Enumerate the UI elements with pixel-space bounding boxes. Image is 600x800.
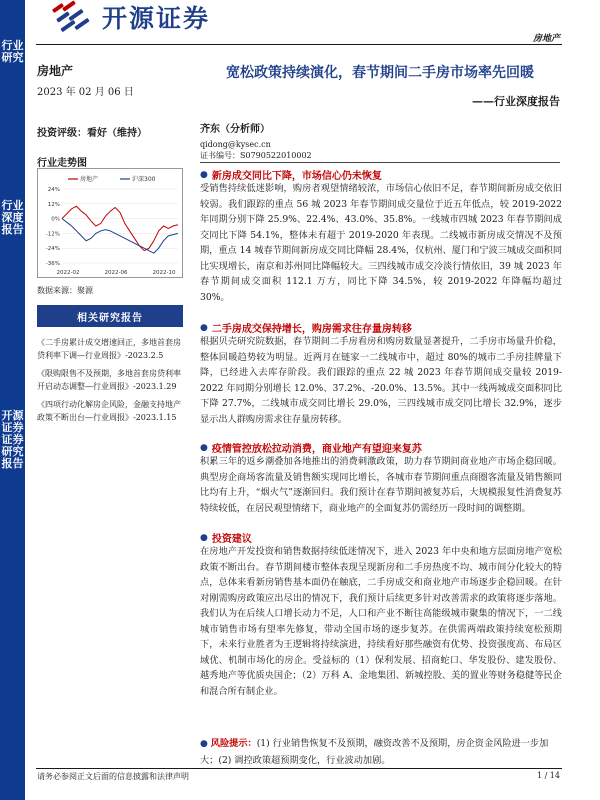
- x-tick-label: 2022-06: [104, 270, 128, 276]
- logo-text: 开源证券: [102, 4, 211, 33]
- section-body: 在房地产开发投资和销售数据持续低迷情况下，进入 2023 年中央和地方层面房地产宽松政策不断出台。春节期间楼市整体表现呈现新房和二手房热度不均、城市间分化较大的特点，总体来看新房销售基本面仍在触底，二手房成交和商业地产市场逐步企稳回暖。在针对刚需购房政策应出尽出的情况下，我们预计后续更多针对改善需求的政策将逐步落地。我们认为在后续人口增长动力不足，人口和产业不断往高能级城市聚集的情况下，一二线城市销售市场有望率先修复，带动全国市场的逐步复苏。在供需两端政策持续宽松预期下，未来行业胜者为王逻辑将持续演进，持续看好那些融资有优势、投资强度高、布局区域优、机制市场化的房企。受益标的（1）保利发展、招商蛇口、华发股份、建发股份、越秀地产等优质央国企；（2）万科 A、金地集团、新城控股、美的置业等财务稳健等民企和混合所有制企业。: [200, 546, 562, 697]
- section-heading: [200, 167, 560, 182]
- trend-chart-title: 行业走势图: [37, 158, 87, 169]
- related-reports-list: [37, 336, 185, 429]
- risk-label: 风险提示：: [210, 738, 257, 749]
- section-heading-text: 投资建议: [211, 534, 252, 545]
- page-number: 1 / 14: [536, 771, 560, 780]
- trend-chart: [37, 168, 183, 278]
- related-report-link[interactable]: 《限购限售不及预期，多地首套房贷利率开启动态调整—行业周报》-2023.1.29: [37, 369, 181, 391]
- y-tick-label: 24%: [47, 187, 60, 193]
- bullet-icon: ●: [200, 739, 208, 749]
- section-body: 根据贝壳研究院数据，春节期间二手房看房和购房数量显著提升，二手房市场量升价稳，整体回暖趋势较为明显。近两月在链家一二线城市中，超过 80%的城市二手房挂牌量下降，已经进入去库存阶段。我们跟踪的重点 22 城 2023 年春节期间成交量较 2019-2022 年同期分别增长 12.0%、37.2%、-20.0%、13.5%。其中一线两城成交面积同比下降 27.7%，二线城市成交同比增长 29.0%，三四线城市成交同比增长 32.9%，逐步显示出人群购房需求往存量房转移。: [200, 336, 562, 425]
- y-tick-label: 0%: [51, 216, 60, 223]
- series-line: [62, 206, 178, 250]
- section-heading-text: 疫情管控放松拉动消费，商业地产有望迎来复苏: [211, 444, 422, 455]
- legend-label: 沪深300: [132, 176, 156, 183]
- side-strip-top-text: 行业研究: [1, 39, 24, 64]
- trend-chart-svg: [38, 169, 184, 279]
- section-body: 积累三年的返乡潮叠加各地推出的消费刺激政策，助力春节期间商业地产市场企稳回暖。典型房企商场客流量及销售额实现同比增长，各城市春节期间重点商圈客流量及销售额同比均有上升，“烟火气”逐渐回归。我们预计在春节期间被复苏后，大规模报复性消费复苏特续较低，在居民观望情绪下，商业地产的全面复苏仍需经历一段时间的调整期。: [200, 456, 562, 514]
- section-heading: [200, 320, 560, 335]
- risk-warning: [200, 736, 562, 768]
- related-report-link[interactable]: 《四项行动化解房企风险，金融支持地产政策不断出台—行业周报》-2023.1.15: [37, 400, 181, 422]
- report-title: 宽松政策持续演化，春节期间二手房市场率先回暖: [226, 65, 534, 81]
- footer-disclaimer: 请务必参阅正文后面的信息披露和法律声明: [37, 772, 189, 781]
- side-strip-middle-text: 行业深度报告: [1, 199, 24, 236]
- logo-mark-icon: [52, 2, 94, 32]
- footer-rule: [36, 768, 562, 769]
- bullet-icon: ●: [200, 169, 208, 180]
- header-sector-tag: 房地产: [532, 34, 560, 44]
- section-heading-text: 新房成交同比下降，市场信心仍未恢复: [211, 171, 382, 182]
- side-strip-bottom-text: 开源证券 证券研究报告: [1, 409, 24, 470]
- analyst-info: [200, 120, 560, 161]
- analyst-email[interactable]: qidong@kysec.cn: [200, 140, 271, 149]
- section-body: 受销售持续低迷影响，购房者观望情绪较浓，市场信心依旧不足，春节期间新房成交依旧较弱。我们跟踪的重点 56 城 2023 年春节期间成交量位于近五年低点，较 2019-2022 年同期分别下降 25.9%、22.4%、43.0%、35.8%。一线城市四城 2023 年春节期间成交同比下降 54.1%，整体未有超于 2019-2020 年表现。二线城市新房成交情况不及预期，重点 14 城春节期间新房成交同比降幅 28.4%，仅杭州、厦门和宁波三城成交面积同比实现增长，南京和苏州同比降幅较大。三四线城市成交冷淡行情依旧，39 城 2023 年春节期间成交面积 112.1 万方，同比下降 34.5%，较 2019-2022 年降幅均超过 30%。: [200, 183, 563, 303]
- y-tick-label: -12%: [45, 231, 60, 238]
- legend-label: 房地产: [80, 176, 99, 183]
- analyst-name: 齐东（分析师）: [200, 124, 270, 135]
- y-tick-label: -24%: [45, 246, 60, 253]
- sector-name: 房地产: [37, 64, 74, 78]
- related-report-link[interactable]: 《二手房累计成交增速回正，多地首套房贷利率下调—行业周报》-2023.2.5: [37, 338, 181, 360]
- side-strip: [0, 0, 25, 800]
- bullet-icon: ●: [200, 532, 208, 543]
- analyst-certificate: 证书编号：S0790522010002: [200, 151, 312, 160]
- y-tick-label: -36%: [45, 261, 60, 267]
- bullet-icon: ●: [200, 442, 208, 453]
- section-heading: [200, 440, 560, 455]
- brand-logo: [52, 0, 210, 34]
- x-tick-label: 2022-10: [152, 270, 176, 276]
- risk-text: (1) 行业销售恢复不及预期，融资改善不及预期，房企资金风险进一步加大；(2) 调控政策超预期变化，行业波动加剧。: [200, 738, 549, 766]
- report-date: 2023 年 02 月 06 日: [37, 87, 134, 98]
- related-reports-header: 相关研究报告: [37, 305, 183, 327]
- investment-rating: 投资评级：看好（维持）: [37, 128, 147, 139]
- y-tick-label: 12%: [47, 201, 60, 208]
- x-tick-label: 2022-02: [56, 270, 80, 276]
- section-heading: [200, 530, 560, 545]
- chart-source: 数据来源：聚源: [37, 286, 93, 295]
- report-subtitle: ——行业深度报告: [472, 95, 560, 108]
- header-rule: [36, 44, 562, 45]
- bullet-icon: ●: [200, 322, 208, 333]
- section-heading-text: 二手房成交保持增长，购房需求往存量房转移: [211, 324, 412, 335]
- analyst-divider: [200, 162, 560, 163]
